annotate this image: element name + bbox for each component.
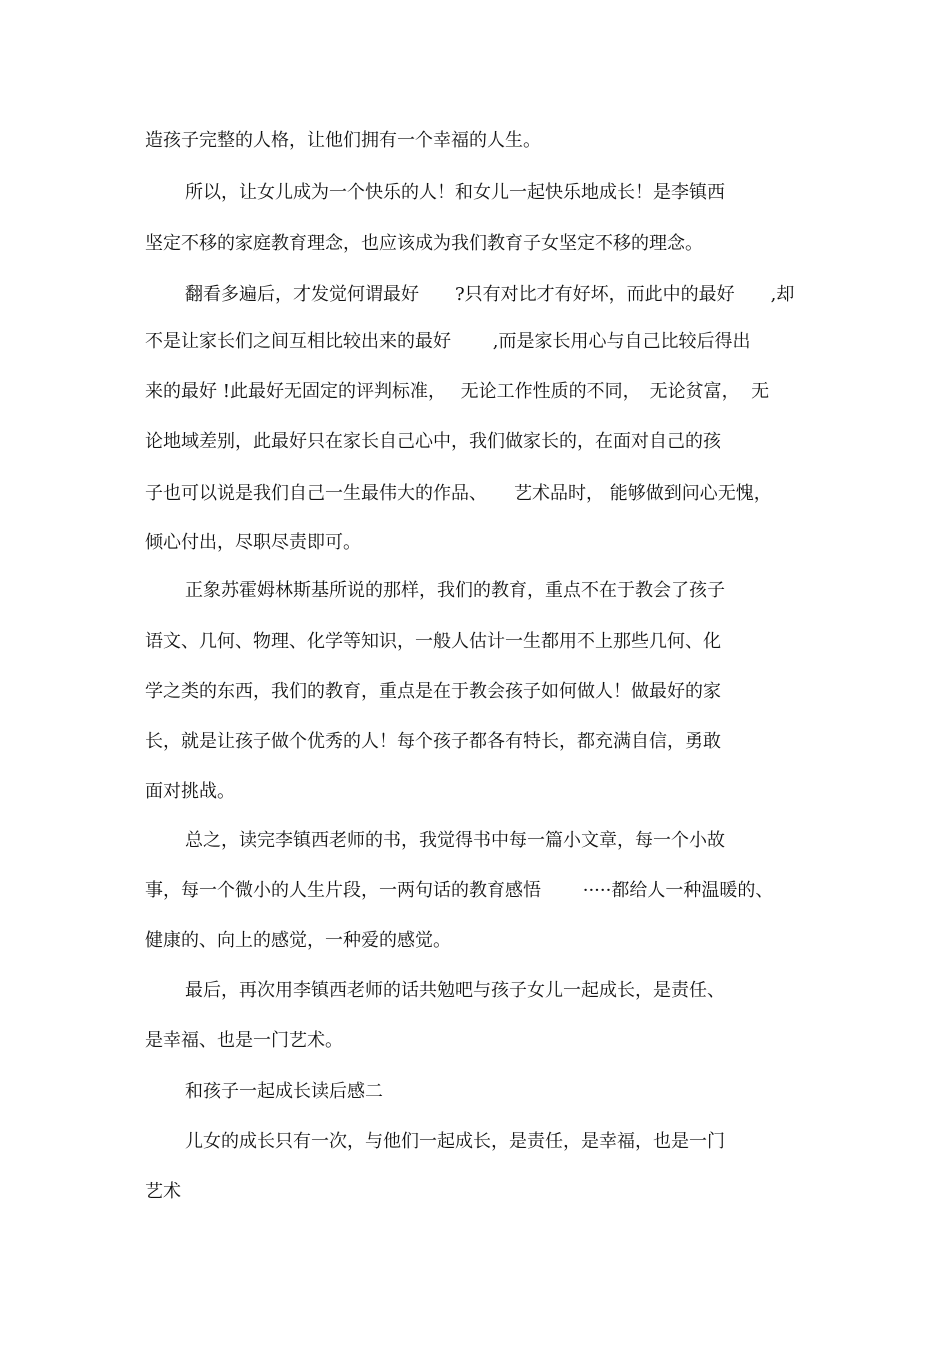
text-line: 健康的、向上的感觉，一种爱的感觉。 [145,930,451,951]
text-line: 不是让家长们之间互相比较出来的最好 ,而是家长用心与自己比较后得出 [145,331,751,352]
text-line: 子也可以说是我们自己一生最伟大的作品、 艺术品时， 能够做到问心无愧， [145,483,772,504]
text-line: 总之，读完李镇西老师的书，我觉得书中每一篇小文章，每一个小故 [185,830,725,851]
text-line: 论地域差别，此最好只在家长自己心中，我们做家长的，在面对自己的孩 [145,431,721,452]
text-line: 翻看多遍后，才发觉何谓最好 ?只有对比才有好坏，而此中的最好 ,却 [185,284,795,305]
text-line: 来的最好 !此最好无固定的评判标准， 无论工作性质的不同， 无论贫富， 无 [145,381,770,402]
text-line: 学之类的东西，我们的教育，重点是在于教会孩子如何做人！做最好的家 [145,681,721,702]
text-line: 长，就是让孩子做个优秀的人！每个孩子都各有特长，都充满自信，勇敢 [145,731,721,752]
text-line: 事，每一个微小的人生片段，一两句话的教育感悟 ·····都给人一种温暖的、 [145,880,774,901]
text-line: 正象苏霍姆林斯基所说的那样，我们的教育，重点不在于教会了孩子 [185,580,725,601]
text-line: 坚定不移的家庭教育理念，也应该成为我们教育子女坚定不移的理念。 [145,233,703,254]
section-heading: 和孩子一起成长读后感二 [185,1081,383,1102]
text-line: 所以，让女儿成为一个快乐的人！和女儿一起快乐地成长！是李镇西 [185,182,725,203]
text-line: 最后，再次用李镇西老师的话共勉吧与孩子女儿一起成长，是责任、 [185,980,725,1001]
text-line: 面对挑战。 [145,781,235,802]
text-line: 倾心付出，尽职尽责即可。 [145,532,361,553]
text-line: 艺术 [145,1181,181,1202]
text-line: 造孩子完整的人格，让他们拥有一个幸福的人生。 [145,130,541,151]
text-line: 语文、几何、物理、化学等知识，一般人估计一生都用不上那些几何、化 [145,631,721,652]
text-line: 是幸福、也是一门艺术。 [145,1030,343,1051]
text-line: 儿女的成长只有一次，与他们一起成长，是责任，是幸福，也是一门 [185,1131,725,1152]
